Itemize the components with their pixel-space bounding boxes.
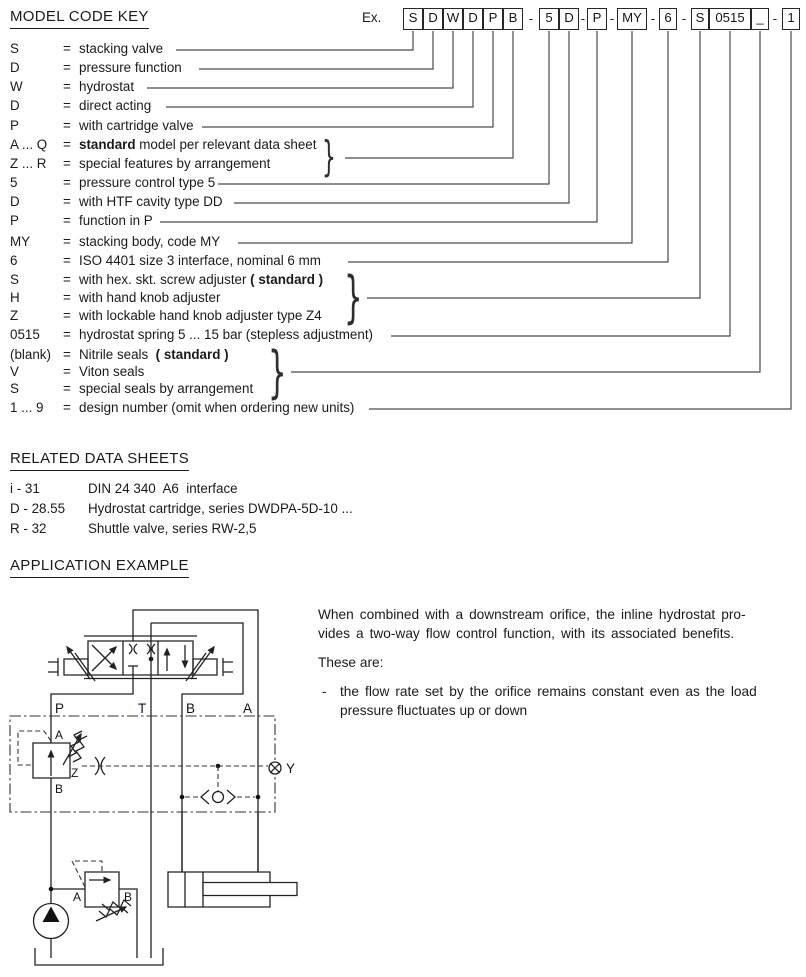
cylinder-icon [168,812,297,907]
page-title: MODEL CODE KEY [10,8,149,29]
model-code-row-code: A ... Q [10,137,48,152]
relief-valve-icon [72,861,137,958]
port-label-b: B [186,701,196,716]
connector-line [367,31,700,298]
model-code-row-description: hydrostat [79,79,135,94]
model-code-row [10,381,253,399]
pilot-port-y-icon [269,761,295,776]
bullet-line: the flow rate set by the orifice remains constant even as the load [340,684,757,699]
connector-line [147,31,453,88]
model-code-box: 0515 [709,8,751,30]
data-sheet-description: DIN 24 340 A6 interface [88,481,238,496]
model-code-row [10,175,215,193]
equals-sign: = [63,118,71,133]
port-label-a: A [243,701,253,716]
relief-port-a-label: A [73,890,82,904]
model-code-row [10,400,354,418]
model-code-row-description: special seals by arrangement [79,381,254,396]
paragraph-line: vides a two-way flow control function, with its associated benefits. [318,626,735,641]
model-code-row-code: W [10,79,23,94]
model-code-separator: - [528,11,534,26]
equals-sign: = [63,60,71,75]
paragraph-line: When combined with a downstream orifice, the inline hydrostat pro- [318,607,746,622]
model-code-row [10,308,322,326]
model-code-row-description: Viton seals [79,364,145,379]
model-code-separator: - [580,11,586,26]
related-data-sheet-row [10,521,256,536]
data-sheet-code: D - 28.55 [10,501,66,516]
connector-line [176,31,413,50]
model-code-row-code: Z [10,308,19,323]
model-code-row-description: stacking valve [79,41,164,56]
model-code-row-code: S [10,41,19,56]
model-code-separator: - [772,11,778,26]
model-code-row-description: with HTF cavity type DD [79,194,223,209]
model-code-row-code: D [10,60,20,75]
model-code-box: _ [751,8,769,30]
model-code-box: D [559,8,579,30]
model-code-row-description: pressure function [79,60,182,75]
model-code-row [10,60,182,78]
model-code-separator: - [609,11,615,26]
model-code-box: S [403,8,423,30]
model-code-row-code: MY [10,234,31,249]
model-code-row-description: direct acting [79,98,152,113]
model-code-row [10,290,220,308]
equals-sign: = [63,137,71,152]
model-code-row-description: ( standard ) [250,272,324,287]
model-code-separator: - [650,11,656,26]
model-code-row-description: with hand knob adjuster [79,290,221,305]
hydrostat-icon [18,728,87,796]
model-code-row-description: hydrostat spring 5 ... 15 bar (stepless adjustment) [79,327,373,342]
pump-icon [34,904,69,939]
model-code-row [10,213,153,231]
related-data-sheet-row [10,501,353,516]
model-code-row [10,118,194,136]
shuttle-valve-icon [180,790,261,804]
grouping-brace: } [344,265,363,330]
model-code-row [10,98,151,116]
model-code-row-description: pressure control type 5 [79,175,216,190]
connector-line [369,31,791,409]
model-code-separator: - [681,11,687,26]
model-code-row-description: with lockable hand knob adjuster type Z4 [79,308,322,323]
model-code-row-code: 5 [10,175,18,190]
hydrostat-port-b-label: B [55,782,64,796]
connector-line [391,31,730,336]
model-code-row-description: standard [79,137,136,152]
list-intro: These are: [318,655,384,670]
data-sheet-code: i - 31 [10,481,40,496]
model-code-row-description: function in P [79,213,153,228]
model-code-box: B [503,8,523,30]
equals-sign: = [63,347,71,362]
related-data-sheet-row [10,481,238,496]
connector-line [199,31,433,69]
equals-sign: = [63,308,71,323]
orifice-icon [95,757,105,775]
model-code-row [10,194,223,212]
model-code-box: P [587,8,607,30]
stacking-body-outline [10,701,275,812]
model-code-box: S [691,8,709,30]
equals-sign: = [63,98,71,113]
connector-line [348,31,668,262]
directional-valve-icon [48,636,233,681]
equals-sign: = [63,381,71,396]
main-lines [49,610,258,958]
data-sheet-description: Shuttle valve, series RW-2,5 [88,521,257,536]
connector-line [202,31,493,127]
hydraulic-schematic [10,610,297,965]
model-code-row-description: with hex. skt. screw adjuster [79,272,251,287]
model-code-row-code: S [10,381,19,396]
solenoid-right-icon [186,647,233,681]
model-code-row [10,79,134,97]
bullet-line: pressure fluctuates up or down [340,703,528,718]
model-code-row [10,234,220,252]
model-code-row-code: 0515 [10,327,40,342]
related-data-sheets-title: RELATED DATA SHEETS [10,450,189,471]
model-code-row [10,137,316,155]
equals-sign: = [63,234,71,249]
equals-sign: = [63,327,71,342]
equals-sign: = [63,253,71,268]
model-code-row [10,347,229,365]
equals-sign: = [63,41,71,56]
equals-sign: = [63,175,71,190]
model-code-row-code: D [10,98,20,113]
pilot-port-y-label: Y [286,761,296,776]
grouping-brace: } [268,340,287,405]
equals-sign: = [63,272,71,287]
example-label: Ex. [362,10,382,25]
data-sheet-description: Hydrostat cartridge, series DWDPA-5D-10 ... [88,501,353,516]
model-code-box: 1 [782,8,800,30]
model-code-row-description: model per relevant data sheet [135,137,317,152]
model-code-box: P [483,8,503,30]
model-code-row-code: Z ... R [10,156,47,171]
model-code-box: 6 [659,8,677,30]
hydrostat-port-a-label: A [55,728,64,742]
model-code-row-description: Nitrile seals [79,347,156,362]
connector-line [166,31,473,107]
grouping-brace: } [322,132,336,181]
model-code-row-description: ISO 4401 size 3 interface, nominal 6 mm [79,253,321,268]
model-code-row-code: P [10,118,19,133]
model-code-box: W [443,8,463,30]
equals-sign: = [63,194,71,209]
model-code-row [10,41,163,59]
model-code-box: 5 [539,8,559,30]
application-example-title: APPLICATION EXAMPLE [10,557,189,578]
model-code-connector-lines [147,31,791,409]
solenoid-left-icon [48,647,95,681]
model-code-row [10,156,270,174]
model-code-row [10,253,321,271]
model-code-row-description: design number (omit when ordering new units) [79,400,355,415]
equals-sign: = [63,156,71,171]
port-label-p: P [55,701,65,716]
model-code-row-code: V [10,364,19,379]
model-code-box: D [423,8,443,30]
model-code-row [10,364,144,382]
model-code-row-code: P [10,213,19,228]
equals-sign: = [63,213,71,228]
data-sheet-code: R - 32 [10,521,47,536]
equals-sign: = [63,290,71,305]
model-code-box: D [463,8,483,30]
model-code-row [10,327,373,345]
pilot-line-network [82,757,295,804]
port-label-t: T [138,701,147,716]
equals-sign: = [63,79,71,94]
connector-line [160,31,597,222]
tank-icon [35,948,163,965]
model-code-row-description: ( standard ) [155,347,229,362]
model-code-row-description: stacking body, code MY [79,234,221,249]
equals-sign: = [63,400,71,415]
model-code-box: MY [617,8,647,30]
connector-line [234,31,569,203]
model-code-row-code: 1 ... 9 [10,400,44,415]
model-code-row [10,272,323,290]
equals-sign: = [63,364,71,379]
hydrostat-z-label: Z [71,766,79,780]
bullet-marker: - [322,684,327,699]
model-code-row-code: 6 [10,253,18,268]
model-code-row-code: H [10,290,20,305]
model-code-row-code: S [10,272,19,287]
relief-port-b-label: B [124,890,133,904]
model-code-row-description: with cartridge valve [79,118,194,133]
model-code-row-code: (blank) [10,347,51,362]
model-code-row-description: special features by arrangement [79,156,271,171]
model-code-row-code: D [10,194,20,209]
connector-line [345,31,513,158]
